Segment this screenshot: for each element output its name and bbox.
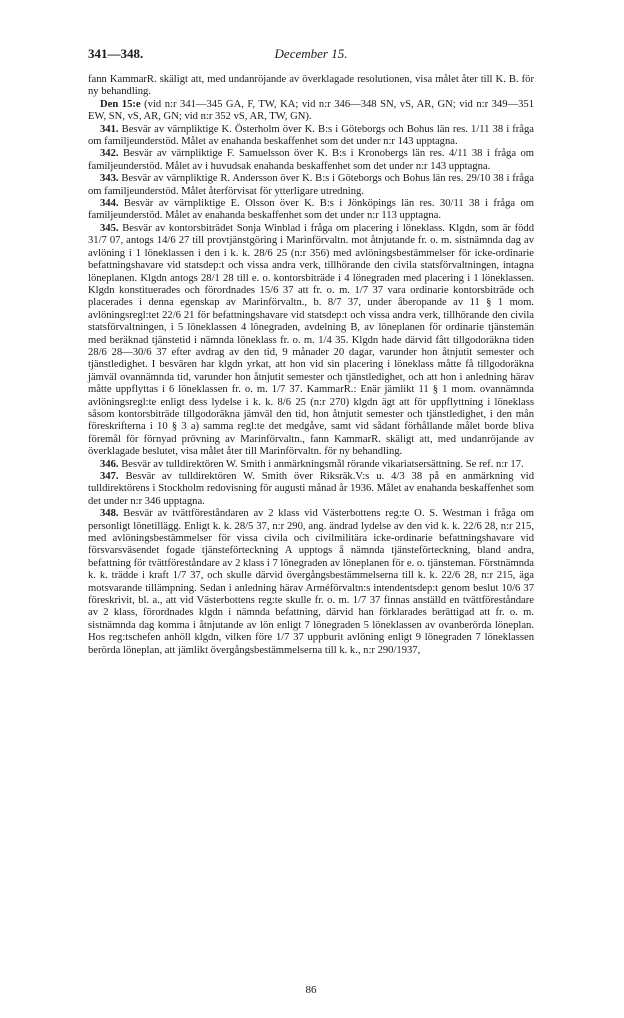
paragraph <box>88 74 534 99</box>
paragraph-text: Besvär av kontorsbiträdet Sonja Winblad i fråga om placering i löneklass. Klgdn, som är född 31/7 07, antogs 14/6 27 till provtjänstgöring i Marinförvaltn. mot åtnjutande fr. o. m. sistnämnda dag av avlöning i 1 löneklassen i den i k. k. 28/6 25 (n:r 356) med avlöningsbestämmelser för icke-ordinarie befattningshavare vid statsdep:t och vissa andra verk, tillhörande den civila statsförvaltningen, intagna löneplanen. Klgdn antogs 28/1 28 till e. o. kontorsbiträde i 4 lönegraden med placering i 1 löneklassen. Klgdn konstituerades och förordnades 15/6 37 att fr. o. m. 1/7 37 vara ordinarie kontorsbiträde och placerades i denna egenskap av Marinförvaltn., b. 8/7 37, under åberopande av 11 § 1 mom. avlöningsregl:tet 22/6 21 för befattningshavare vid statsdep:t och vissa andra verk, tillhörande den civila statsförvaltningen, i 5 löneklassen 4 lönegraden, avdelning B, av löneplanen för ordinarie tjänstemän med beräknad tjänstetid i nämnda löneklass fr. o. m. 1/4 35. Klgdn hade därvid fått tillgodoräkna tiden 28/6 28—30/6 37 efter avdrag av den tid, 9 månader 20 dagar, varunder hon åtnjutit semester och tjänstledighet. I besvären har klgdn yrkat, att hon vid sin placering i löneklass måtte få tillgodoräkna jämväl ovannämnda tid, varunder hon åtnjutit semester och tjänstledighet, och att hon i anledning härav måtte uppflyttas i 6 löneklassen fr. o. m. 1/7 37. KammarR.: Enär jämlikt 11 § 1 mom. ovannämnda avlöningsregl:te enligt dess lydelse i k. k. 8/6 25 (n:r 270) klgdn ägt att för uppflyttning i löneklass såsom kontorsbiträde tillgodoräkna jämväl den tid, hon åtnjutit semester och tjänstledighet, i den mån föreskrifterna i 10 § 3 a) samma regl:te det medgåve, samt vid sådant förhållande målet borde bliva föremål för förnyad prövning av Marinförvaltn., fann KammarR. skäligt att, med undanröjande av överklagade beslutet, visa målet åter till Marinförvaltn. för ny behandling. <box>88 222 534 458</box>
case-number: 342. <box>100 148 119 160</box>
case-number: 343. <box>100 173 119 185</box>
case-number: 345. <box>100 222 119 234</box>
paragraph-text: Besvär av värnpliktige F. Samuelsson över K. B:s i Kronobergs län res. 4/11 38 i fråga om familjeunderstöd. Målet av i huvudsak enahanda beskaffenhet som det under n:r 143 upptagna. <box>88 148 534 172</box>
paragraph <box>88 124 534 149</box>
paragraph <box>88 198 534 223</box>
paragraph-text: Besvär av värnpliktige E. Olsson över K. B:s i Jönköpings län res. 30/11 38 i fråga om familjeunderstöd. Målet av enahanda beskaffenhet som det under n:r 113 upptagna. <box>88 198 534 222</box>
case-range: 341—348. <box>88 46 144 61</box>
page-header <box>88 46 534 68</box>
paragraph <box>88 223 534 459</box>
paragraph-text: Besvär av värnpliktige K. Österholm över K. B:s i Göteborgs och Bohus län res. 1/11 38 i fråga om familjeunderstöd. Målet av enahanda beskaffenhet som det under n:r 143 upptagna. <box>88 123 534 148</box>
paragraph-text: Besvär av värnpliktige R. Andersson över K. B:s i Göteborgs och Bohus län res. 29/10 38 i fråga om familjeunderstöd. Målet återförvisat för ytterligare utredning. <box>88 173 534 197</box>
paragraph-text: Besvär av tulldirektören W. Smith i anmärkningsmål rörande vikariatsersättning. Se ref. n:r 17. <box>118 458 524 470</box>
paragraph <box>88 459 534 471</box>
paragraph <box>88 99 534 124</box>
session-date: Den 15:e <box>100 98 141 110</box>
paragraph <box>88 508 534 657</box>
paragraph <box>88 173 534 198</box>
case-number: 346. <box>100 458 119 470</box>
case-number: 341. <box>100 123 119 135</box>
document-page <box>88 46 535 996</box>
case-number: 348. <box>100 508 119 520</box>
page-date: December 15. <box>274 46 348 61</box>
paragraph-text: (vid n:r 341—345 GA, F, TW, KA; vid n:r 346—348 SN, vS, AR, GN; vid n:r 349—351 EW, SN, vS, AR, GN; vid n:r 352 vS, AR, TW, GN). <box>88 98 535 123</box>
case-number: 347. <box>100 471 119 482</box>
paragraph-text: Besvär av tvättföreståndaren av 2 klass vid Västerbottens reg:te O. S. Westman i fråga om personligt lönetillägg. Enligt k. k. 28/5 37, n:r 290, ang. ändrad lydelse av den vid k. k. 22/6 28, n:r 215, med avlöningsbestämmelser för vissa civila och civilmilitära icke-ordinarie befattningshavare vid försvarsväsendet fogade tjänsteförteckning A upptogs å nämnda tjänsteförteckning, bland andra, befattning för tvättföreståndare av 2 klass i 7 lönegraden av löneplanen för e. o. tjänsteman. Förstnämnda k. k. trädde i kraft 1/7 37, och skulle därvid övergångsbestämmelserna till k. k. 22/6 28, n:r 215, äga motsvarande tillämpning. Sedan i anledning härav Arméförvaltn:s intendentsdep:t genom beslut 10/6 37 föreskrivit, bl. a., att vid Västerbottens reg:te skulle fr. o. m. 1/7 37 finnas anställd en tvättföreståndare av 2 klass, förordnades klgdn i nämnda befattning, därvid han förklarades berättigad att fr. o. m. sistnämnda dag komma i åtnjutande av lön enligt 7 lönegraden 5 löneklassen av ovanberörda löneplan. Hos reg:tschefen anhöll klgdn, vilken före 1/7 37 uppburit avlöning enligt 9 lönegraden 7 löneklassen berörda löneplan, att jämlikt övergångsbestämmelserna till k. k., n:r 290/1937, <box>88 508 534 656</box>
paragraph <box>88 148 534 173</box>
case-number: 344. <box>100 198 119 210</box>
paragraph-text: fann KammarR. skäligt att, med undanröjande av överklagade resolutionen, visa målet åter till K. B. för ny behandling. <box>88 74 534 98</box>
paragraph-text: Besvär av tulldirektören W. Smith över Riksräk.V:s u. 4/3 38 på en anmärkning vid tulldirektörens i Stockholm redovisning för augusti månad år 1936. Målet av enahanda beskaffenhet som det under n:r 346 upptagna. <box>88 471 534 507</box>
body-text <box>88 74 534 657</box>
paragraph <box>88 471 534 508</box>
page-number: 86 <box>305 984 317 996</box>
